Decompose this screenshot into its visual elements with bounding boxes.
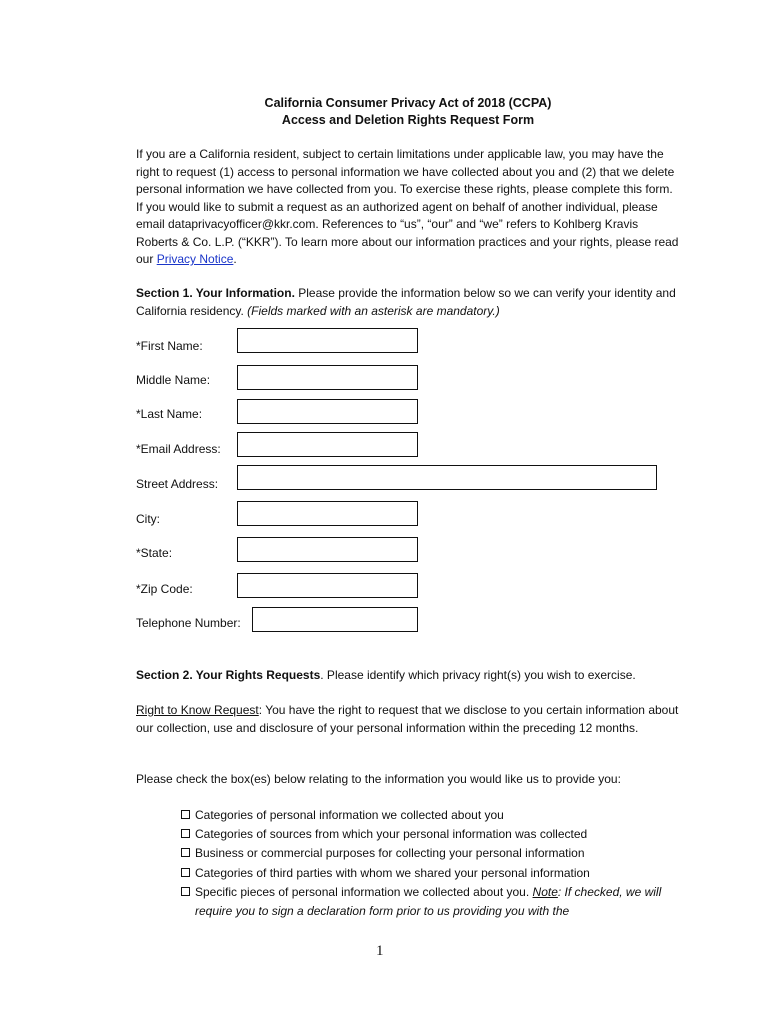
rights-checklist [181,806,681,921]
note-text: : If checked, we will require you to sign a declaration form prior to us providing you with the [195,884,662,919]
check-instruction: Please check the box(es) below relating to the information you would like us to provide you: [136,772,621,786]
first-name-input[interactable] [237,328,418,353]
section2-text: . Please identify which privacy right(s) you wish to exercise. [320,668,636,682]
section1-heading: Section 1. Your Information. [136,286,295,300]
zip-code-input[interactable] [237,573,418,598]
telephone-label: Telephone Number: [136,616,241,630]
checkbox-sources[interactable] [181,829,190,838]
section1-intro [136,285,681,320]
check-option-specific-pieces [181,883,681,921]
city-input[interactable] [237,501,418,526]
option-label: Business or commercial purposes for collecting your personal information [195,846,585,861]
option-label: Categories of third parties with whom we shared your personal information [195,865,590,880]
email-label: *Email Address: [136,442,221,456]
option-label: Categories of sources from which your personal information was collected [195,827,588,842]
state-input[interactable] [237,537,418,562]
privacy-notice-link[interactable]: Privacy Notice [156,252,234,266]
right-to-know-paragraph [136,702,681,737]
checkbox-purposes[interactable] [181,848,190,857]
intro-paragraph [136,146,681,269]
check-option-purposes [181,844,681,863]
middle-name-input[interactable] [237,365,418,390]
checkbox-specific-pieces[interactable] [181,887,190,896]
last-name-input[interactable] [237,399,418,424]
middle-name-label: Middle Name: [136,373,211,387]
page-number: 1 [376,943,384,959]
zip-code-label: *Zip Code: [136,582,193,596]
email-input[interactable] [237,432,418,457]
check-option-sources [181,825,681,844]
right-to-know-label: Right to Know Request [136,703,259,717]
option-label [195,883,681,921]
option-label: Categories of personal information we collected about you [195,808,504,822]
section1-text: Please provide the information below so we can verify your identity and California residency. [136,286,676,318]
intro-text: If you are a California resident, subject to certain limitations under applicable law, you may have the right to request (1) access to personal information we have collected about you and (2) that we delete personal information we have collected from you. To exercise these rights, please complete this form. If you would like to submit a request as an authorized agent on behalf of another individual, please email dataprivacyofficer@kkr.com. References to “us”, “our” and “we” refers to Kohlberg Kravis Roberts & Co. L.P. (“KKR”). To learn more about our information practices and your rights, please read our [136,147,679,266]
check-option-categories [181,806,681,825]
city-label: City: [136,512,160,526]
check-option-third-parties [181,864,681,883]
note-label: Note [532,884,558,899]
section2-intro [136,667,681,685]
state-label: *State: [136,546,173,560]
section2-heading: Section 2. Your Rights Requests [136,668,321,682]
form-title-line1: California Consumer Privacy Act of 2018 (CCPA) [264,96,552,110]
form-title-line2: Access and Deletion Rights Request Form [281,113,535,127]
street-address-input[interactable] [237,465,657,490]
section1-note: (Fields marked with an asterisk are mandatory.) [247,303,500,318]
right-to-know-text: : You have the right to request that we disclose to you certain information about our collection, use and disclosure of your personal information within the preceding 12 months. [136,703,679,735]
checkbox-third-parties[interactable] [181,868,190,877]
intro-period: . [233,252,237,266]
option-text: Specific pieces of personal information we collected about you. [195,884,533,899]
first-name-label: *First Name: [136,339,203,353]
telephone-input[interactable] [252,607,418,632]
last-name-label: *Last Name: [136,407,203,421]
street-address-label: Street Address: [136,477,219,491]
checkbox-categories[interactable] [181,810,190,819]
